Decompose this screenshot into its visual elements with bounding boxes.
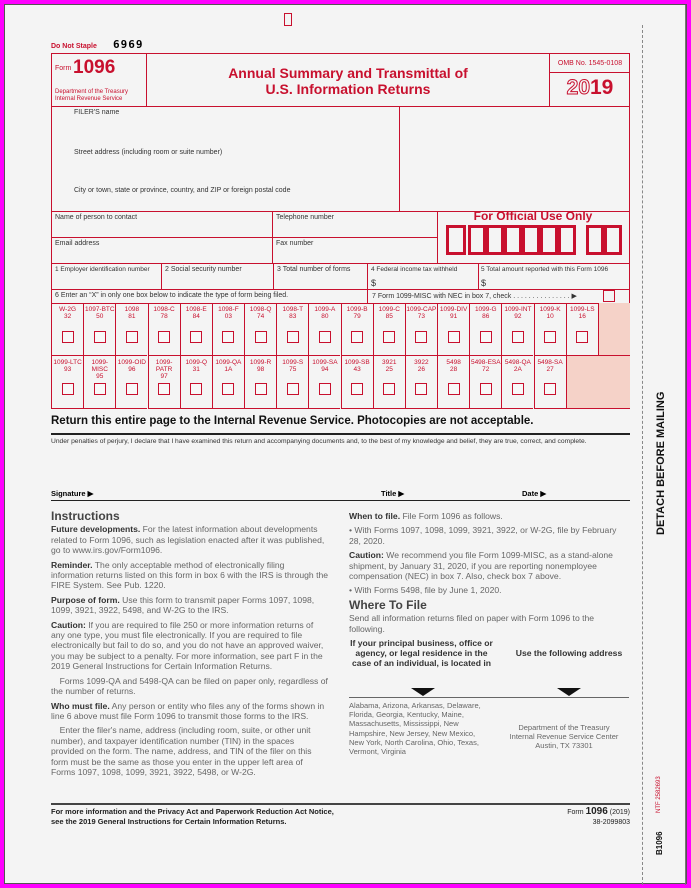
paragraph-lead: Reminder. bbox=[51, 559, 93, 570]
side-form-code: B1096 bbox=[655, 831, 664, 855]
instruction-paragraph bbox=[51, 560, 329, 591]
form-type-cell bbox=[437, 356, 469, 409]
form-type-checkbox[interactable] bbox=[383, 383, 395, 395]
form-type-label: 1099-R bbox=[249, 359, 272, 366]
form-type-checkbox[interactable] bbox=[383, 331, 395, 343]
form-type-label: 1099-QA bbox=[215, 359, 242, 366]
form-type-checkbox[interactable] bbox=[126, 383, 138, 395]
form-type-checkbox[interactable] bbox=[319, 331, 331, 343]
form-type-label: 1099-C bbox=[378, 306, 400, 313]
form-type-cell bbox=[276, 356, 308, 409]
form-type-cell bbox=[115, 303, 147, 356]
form-label: Form bbox=[55, 65, 72, 72]
title-label: Title ▶ bbox=[381, 489, 405, 498]
official-use-cell bbox=[486, 225, 504, 255]
form-type-checkbox[interactable] bbox=[222, 383, 234, 395]
footer-form-word: Form bbox=[567, 809, 584, 816]
box1-label: 1 Employer identification number bbox=[55, 266, 150, 273]
form-type-label: 1099-S bbox=[282, 359, 304, 366]
do-not-staple: Do Not Staple bbox=[51, 43, 97, 50]
form-type-code: 50 bbox=[96, 313, 104, 320]
location-column-head: If your principal business, office or agency, or legal residence in the case of an individual, is located in bbox=[350, 638, 493, 669]
title-line-1: Annual Summary and Transmittal of bbox=[228, 65, 468, 81]
form-type-code: 1A bbox=[224, 366, 233, 373]
shaded-cell bbox=[598, 303, 630, 356]
paragraph-text: Use this form to transmit paper Forms 1097, 1098, 1099, 3921, 3922, 5498, and W-2G to the IRS. bbox=[51, 594, 315, 616]
form-type-code: 81 bbox=[128, 313, 136, 320]
form-code: 6969 bbox=[113, 38, 144, 51]
total-forms-field[interactable] bbox=[274, 263, 368, 289]
form-type-checkbox[interactable] bbox=[319, 383, 331, 395]
official-use-cell bbox=[604, 225, 622, 255]
form-title bbox=[147, 65, 549, 97]
address-column-head: Use the following address bbox=[515, 648, 623, 659]
form-type-cell bbox=[341, 356, 373, 409]
form-type-cell bbox=[469, 356, 501, 409]
box6-7-row bbox=[51, 289, 630, 304]
form-type-checkbox[interactable] bbox=[62, 331, 74, 343]
form-type-cell bbox=[51, 303, 83, 356]
box7-label: 7 Form 1099-MISC with NEC in box 7, check . . . . . . . . . . . . . . . ▶ bbox=[372, 293, 577, 300]
form-type-code: 91 bbox=[449, 313, 458, 320]
title-line-2: U.S. Information Returns bbox=[265, 81, 431, 97]
paragraph-text: • With Forms 1097, 1098, 1099, 3921, 3922, or W-2G, file by February 28, 2020. bbox=[349, 525, 617, 546]
instructions-right bbox=[349, 511, 629, 761]
filer-section[interactable] bbox=[51, 106, 630, 212]
form-type-cell bbox=[534, 356, 566, 409]
form-type-cell bbox=[83, 303, 115, 356]
instructions-heading: Instructions bbox=[51, 509, 120, 523]
form-type-checkbox[interactable] bbox=[448, 331, 460, 343]
form-type-label: 1097-BTC bbox=[84, 306, 115, 313]
form-type-checkbox[interactable] bbox=[351, 331, 363, 343]
form-type-code: 97 bbox=[160, 373, 168, 380]
form-type-label: 1099-INT bbox=[504, 306, 532, 313]
form-type-checkbox[interactable] bbox=[94, 383, 106, 395]
form-type-checkbox[interactable] bbox=[351, 383, 363, 395]
dollar-sign: $ bbox=[481, 278, 487, 288]
form-type-label: 1099-CAP bbox=[406, 306, 437, 313]
box7-checkbox[interactable] bbox=[603, 290, 615, 302]
contact-label: Name of person to contact bbox=[55, 214, 138, 221]
form-type-cell bbox=[308, 303, 340, 356]
contact-section bbox=[51, 211, 630, 264]
instructions-left bbox=[51, 511, 329, 781]
instruction-paragraph bbox=[349, 511, 629, 521]
form-type-label: 1099-B bbox=[346, 306, 368, 313]
form-type-code: 80 bbox=[321, 313, 329, 320]
form-type-checkbox[interactable] bbox=[448, 383, 460, 395]
form-type-cell bbox=[83, 356, 115, 409]
tax-year bbox=[550, 76, 630, 100]
instruction-paragraph bbox=[51, 524, 329, 555]
form-type-cell bbox=[212, 303, 244, 356]
form-type-label: 1098-F bbox=[218, 306, 239, 313]
form-type-label: 1098-C bbox=[153, 306, 175, 313]
form-type-cell bbox=[373, 303, 405, 356]
states-list: Alabama, Arizona, Arkansas, Delaware, Florida, Georgia, Kentucky, Maine, Massachusetts, Mississippi, New Hampshire, New Jersey, New Mexico, New York, North Carolina, Ohio, Texas, Vermont, Virginia bbox=[349, 701, 481, 757]
form-type-code: 98 bbox=[256, 366, 265, 373]
form-type-checkbox[interactable] bbox=[576, 331, 588, 343]
form-type-checkbox[interactable] bbox=[158, 383, 170, 395]
form-type-code: 83 bbox=[289, 313, 297, 320]
form-type-cell bbox=[308, 356, 340, 409]
form-type-cell bbox=[341, 303, 373, 356]
perjury-statement: Under penalties of perjury, I declare that I have examined this return and accompanying documents and, to the best of my knowledge and belief, they are true, correct, and complete. bbox=[51, 438, 587, 445]
signature-line[interactable] bbox=[51, 489, 630, 501]
form-type-code: 16 bbox=[578, 313, 586, 320]
city-label: City or town, state or province, country, and ZIP or foreign postal code bbox=[74, 187, 291, 194]
form-type-cell bbox=[148, 356, 180, 409]
form-type-checkbox[interactable] bbox=[287, 331, 299, 343]
form-type-checkbox[interactable] bbox=[512, 331, 524, 343]
form-type-code: 86 bbox=[482, 313, 490, 320]
form-type-code: 75 bbox=[289, 366, 297, 373]
dept-line: Internal Revenue Service bbox=[55, 96, 123, 102]
instruction-paragraph bbox=[349, 585, 629, 595]
form-type-cell bbox=[501, 356, 533, 409]
ntf-code: NTF 2582693 bbox=[656, 776, 662, 813]
filer-name-label: FILER'S name bbox=[74, 109, 120, 116]
form-type-label: 1098-E bbox=[185, 306, 207, 313]
form-type-cell bbox=[115, 356, 147, 409]
form-type-checkbox[interactable] bbox=[190, 331, 202, 343]
footer-form-number: 1096 bbox=[585, 806, 608, 817]
fax-label: Fax number bbox=[276, 240, 314, 247]
paragraph-lead: Caution: bbox=[51, 619, 86, 630]
total-amount-field[interactable] bbox=[479, 263, 630, 289]
form-header bbox=[51, 53, 630, 107]
form-type-checkbox[interactable] bbox=[62, 383, 74, 395]
box5-label: 5 Total amount reported with this Form 1096 bbox=[481, 266, 609, 273]
form-type-code: 32 bbox=[63, 313, 72, 320]
form-type-code: 93 bbox=[63, 366, 72, 373]
form-type-checkbox[interactable] bbox=[190, 383, 202, 395]
form-type-label: 5498-QA bbox=[504, 359, 531, 366]
footer-year: (2019) bbox=[609, 809, 630, 816]
official-use-cell bbox=[468, 225, 486, 255]
form-type-cell bbox=[566, 303, 598, 356]
form-type-cell bbox=[148, 303, 180, 356]
form-type-cell bbox=[276, 303, 308, 356]
form-type-code: 31 bbox=[192, 366, 200, 373]
privacy-line: see the 2019 General Instructions for Certain Information Returns. bbox=[51, 817, 287, 826]
year-suffix: 19 bbox=[590, 76, 614, 99]
form-type-code: 84 bbox=[192, 313, 200, 320]
detach-line bbox=[642, 25, 643, 885]
ein-field[interactable] bbox=[52, 263, 162, 289]
form-type-checkbox[interactable] bbox=[512, 383, 524, 395]
instruction-paragraph bbox=[51, 725, 329, 777]
form-type-label: 1099-SB bbox=[344, 359, 370, 366]
catalog-number: 38-2099803 bbox=[592, 819, 630, 826]
form-type-checkbox[interactable] bbox=[544, 383, 556, 395]
paragraph-lead: When to file. bbox=[349, 511, 401, 521]
form-type-checkbox[interactable] bbox=[94, 331, 106, 343]
form-type-checkbox[interactable] bbox=[415, 331, 427, 343]
official-use-cell bbox=[522, 225, 540, 255]
form-type-label: 1098-Q bbox=[249, 306, 272, 313]
form-type-cell bbox=[51, 356, 83, 409]
instruction-paragraph bbox=[349, 525, 629, 546]
form-type-checkbox[interactable] bbox=[255, 383, 267, 395]
form-type-code: 74 bbox=[256, 313, 265, 320]
form-type-cell bbox=[244, 356, 276, 409]
form-type-code: 27 bbox=[546, 366, 554, 373]
official-use-cell bbox=[504, 225, 522, 255]
form-type-label: 3921 bbox=[382, 359, 397, 366]
alignment-mark bbox=[284, 13, 292, 26]
form-type-label: 1098 bbox=[124, 306, 140, 313]
form-type-label: 1099-SA bbox=[312, 359, 338, 366]
form-type-checkbox[interactable] bbox=[544, 331, 556, 343]
form-type-code: 28 bbox=[449, 366, 458, 373]
form-number: 1096 bbox=[73, 57, 116, 78]
form-type-cell bbox=[244, 303, 276, 356]
box4-label: 4 Federal income tax withheld bbox=[371, 266, 458, 273]
shaded-cell bbox=[566, 356, 630, 409]
box3-label: 3 Total number of forms bbox=[277, 266, 351, 273]
form-type-label: 5498 bbox=[446, 359, 461, 366]
ssn-field[interactable] bbox=[162, 263, 274, 289]
form-type-cell bbox=[180, 303, 212, 356]
form-type-code: 43 bbox=[353, 366, 361, 373]
form-type-label: 1098-T bbox=[282, 306, 304, 313]
form-type-cell bbox=[405, 303, 437, 356]
form-type-cell bbox=[469, 303, 501, 356]
form-type-label: 1099-K bbox=[539, 306, 561, 313]
paragraph-text: If you are required to file 250 or more information returns of any one type, you must file electronically. If you are required to file electronically but fail to do so, and you do not have an approved waiver, you may be subject to a penalty. For more information, see part F in the 2019 General Instructions for Certain Information Returns. bbox=[51, 619, 324, 672]
box6-label: 6 Enter an “X” in only one box below to indicate the type of form being filed. bbox=[55, 292, 289, 299]
form-type-label: 5498-SA bbox=[537, 359, 563, 366]
form-type-label: 1099-LTC bbox=[53, 359, 82, 366]
form-type-label: 1099-DIV bbox=[439, 306, 468, 313]
form-type-checkbox[interactable] bbox=[255, 331, 267, 343]
form-type-checkbox[interactable] bbox=[480, 383, 492, 395]
amount-row bbox=[51, 263, 630, 290]
form-type-code: 2A bbox=[513, 366, 522, 373]
form-type-label: 3922 bbox=[414, 359, 429, 366]
paragraph-text: Any person or entity who files any of the forms shown in line 6 above must file Form 1096 to transmit those forms to the IRS. bbox=[51, 700, 325, 721]
paragraph-text: Forms 1099-QA and 5498-QA can be filed on paper only, regardless of the number of returns. bbox=[51, 675, 328, 697]
footer-form-id bbox=[505, 806, 630, 826]
privacy-notice bbox=[51, 807, 334, 827]
form-type-code: 85 bbox=[385, 313, 393, 320]
dollar-sign: $ bbox=[371, 278, 377, 288]
omb-number: OMB No. 1545-0108 bbox=[550, 54, 630, 73]
form-type-code: 25 bbox=[385, 366, 393, 373]
official-use-cell bbox=[586, 225, 604, 255]
dept-line: Department of the Treasury bbox=[55, 89, 129, 95]
form-type-cell bbox=[373, 356, 405, 409]
paragraph-text: • With Forms 5498, file by June 1, 2020. bbox=[349, 585, 502, 596]
instruction-paragraph bbox=[51, 620, 329, 672]
tax-withheld-field[interactable] bbox=[368, 263, 479, 289]
paragraph-text: For the latest information about developments related to Form 1096, such as legislation enacted after it was published, go to www.irs.gov/Form1096. bbox=[51, 524, 325, 556]
form-type-label: 1099-OID bbox=[117, 359, 146, 366]
paragraph-text: File Form 1096 as follows. bbox=[400, 511, 503, 521]
form-type-code: 94 bbox=[321, 366, 329, 373]
form-type-cell bbox=[212, 356, 244, 409]
form-type-code: 26 bbox=[417, 366, 425, 373]
form-type-checkbox[interactable] bbox=[126, 331, 138, 343]
arrow-down-icon bbox=[557, 688, 581, 696]
official-use-label: For Official Use Only bbox=[473, 209, 593, 223]
official-use-cell bbox=[558, 225, 576, 255]
instruction-paragraph bbox=[51, 595, 329, 616]
form-type-label: 1099-A bbox=[314, 306, 336, 313]
form-type-code: 95 bbox=[96, 373, 104, 380]
privacy-line: For more information and the Privacy Act and Paperwork Reduction Act Notice, bbox=[51, 807, 334, 816]
form-type-checkbox[interactable] bbox=[158, 331, 170, 343]
form-type-label: 1099-G bbox=[474, 306, 497, 313]
form-type-cell bbox=[437, 303, 469, 356]
email-label: Email address bbox=[55, 240, 100, 247]
official-use-box bbox=[437, 211, 630, 264]
where-to-file-heading: Where To File bbox=[349, 597, 427, 612]
return-notice: Return this entire page to the Internal Revenue Service. Photocopies are not acceptable. bbox=[51, 415, 534, 427]
paragraph-lead: Purpose of form. bbox=[51, 594, 120, 605]
box2-label: 2 Social security number bbox=[165, 266, 242, 273]
form-type-code: 10 bbox=[546, 313, 554, 320]
form-type-checkbox[interactable] bbox=[415, 383, 427, 395]
form-type-code: 92 bbox=[514, 313, 522, 320]
signature-label: Signature ▶ bbox=[51, 489, 94, 498]
date-label: Date ▶ bbox=[522, 489, 547, 498]
instruction-paragraph bbox=[51, 676, 329, 697]
form-page bbox=[4, 4, 687, 884]
form-type-code: 03 bbox=[224, 313, 232, 320]
detach-label: DETACH BEFORE MAILING bbox=[655, 391, 667, 535]
form-type-code: 96 bbox=[128, 366, 136, 373]
form-type-code: 79 bbox=[353, 313, 361, 320]
form-type-label: W-2G bbox=[59, 306, 77, 313]
official-use-cell bbox=[540, 225, 558, 255]
form-type-label: 1099-Q bbox=[185, 359, 208, 366]
paragraph-lead: Caution: bbox=[349, 550, 384, 561]
paragraph-text: Enter the filer's name, address (including room, suite, or other unit number), and taxpayer identification number (TIN) in the spaces provided on the form. The name, address, and TIN of the filer on this form must be the same as those you enter in the upper left area of Forms 1097, 1098, 1099, 3921, 3922, 5498, or W-2G. bbox=[51, 725, 312, 777]
form-type-label: 1099- PATR bbox=[155, 359, 173, 373]
instruction-paragraph bbox=[51, 701, 329, 722]
irs-address: Department of the Treasury Internal Revenue Service Center Austin, TX 73301 bbox=[509, 723, 619, 751]
official-use-cell bbox=[446, 225, 466, 255]
year-prefix: 20 bbox=[566, 76, 590, 99]
paragraph-text: We recommend you file Form 1099-MISC, as a stand-alone shipment, by January 31, 2020, if you are reporting nonemployee compensation (NEC) in box 7. Also, check box 7 above. bbox=[349, 550, 613, 582]
form-type-checkbox[interactable] bbox=[222, 331, 234, 343]
form-type-label: 1099- MISC bbox=[91, 359, 109, 373]
form-type-code: 78 bbox=[160, 313, 168, 320]
form-type-checkbox[interactable] bbox=[287, 383, 299, 395]
form-type-code: 73 bbox=[417, 313, 425, 320]
form-type-label: 1099-LS bbox=[569, 306, 595, 313]
form-type-label: 5498-ESA bbox=[470, 359, 501, 366]
form-type-cell bbox=[180, 356, 212, 409]
form-type-grid bbox=[51, 303, 630, 409]
instruction-paragraph bbox=[349, 550, 629, 581]
paragraph-text: The only acceptable method of electronically filing information returns listed on this form in box 6 with the IRS is through the FIRE System. See Pub. 1220. bbox=[51, 559, 329, 591]
arrow-down-icon bbox=[411, 688, 435, 696]
form-type-code: 72 bbox=[482, 366, 490, 373]
phone-label: Telephone number bbox=[276, 214, 334, 221]
paragraph-lead: Future developments. bbox=[51, 524, 141, 535]
where-to-file-text: Send all information returns filed on paper with Form 1096 to the following. bbox=[349, 613, 595, 634]
street-label: Street address (including room or suite number) bbox=[74, 149, 223, 156]
form-type-cell bbox=[501, 303, 533, 356]
form-type-cell bbox=[534, 303, 566, 356]
paragraph-lead: Who must file. bbox=[51, 700, 110, 711]
form-type-checkbox[interactable] bbox=[480, 331, 492, 343]
form-type-cell bbox=[405, 356, 437, 409]
